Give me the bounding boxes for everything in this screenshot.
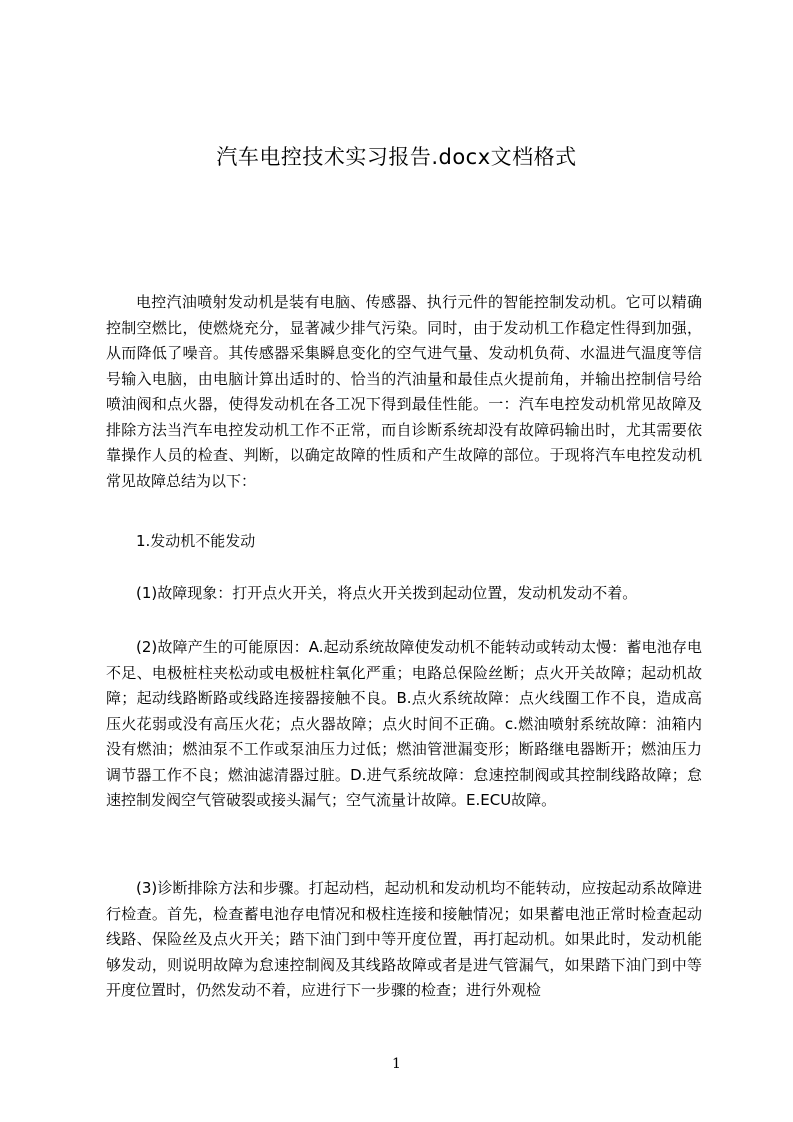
document-title: 汽车电控技术实习报告.docx文档格式	[216, 145, 577, 169]
paragraph-intro: 电控汽油喷射发动机是装有电脑、传感器、执行元件的智能控制发动机。它可以精确控制空燃比，使燃烧充分，显著减少排气污染。同时，由于发动机工作稳定性得到加强，从而降低了噪音。其传感器采集瞬息变化的空气进气量、发动机负荷、水温进气温度等信号输入电脑，由电脑计算出适时的、恰当的汽油量和最佳点火提前角，并输出控制信号给喷油阀和点火器，使得发动机在各工况下得到最佳性能。一：汽车电控发动机常见故障及排除方法当汽车电控发动机工作不正常，而自诊断系统却没有故障码输出时，尤其需要依靠操作人员的检查、判断，以确定故障的性质和产生故障的部位。于现将汽车电控发动机常见故障总结为以下：	[106, 293, 702, 490]
section-heading-engine-no-start: 1.发动机不能发动	[136, 532, 256, 550]
paragraph-diagnosis-steps: (3)诊断排除方法和步骤。打起动档，起动机和发动机均不能转动，应按起动系故障进行检查。首先，检查蓄电池存电情况和极柱连接和接触情况；如果蓄电池正常时检查起动线路、保险丝及点火开关；踏下油门到中等开度位置，再打起动机。如果此时，发动机能够发动，则说明故障为怠速控制阀及其线路故障或者是进气管漏气，如果踏下油门到中等开度位置时，仍然发动不着，应进行下一步骤的检查；进行外观检	[106, 879, 702, 999]
paragraph-fault-symptom: (1)故障现象：打开点火开关，将点火开关拨到起动位置，发动机发动不着。	[136, 584, 638, 602]
page-number: 1	[392, 1056, 401, 1072]
paragraph-possible-causes: (2)故障产生的可能原因：A.起动系统故障使发动机不能转动或转动太慢：蓄电池存电不足、电极桩柱夹松动或电极桩柱氧化严重；电路总保险丝断；点火开关故障；起动机故障；起动线路断路或线路连接器接触不良。B.点火系统故障：点火线圈工作不良，造成高压火花弱或没有高压火花；点火器故障；点火时间不正确。c.燃油喷射系统故障：油箱内没有燃油；燃油泵不工作或泵油压力过低；燃油管泄漏变形；断路继电器断开；燃油压力调节器工作不良；燃油滤清器过脏。D.进气系统故障：怠速控制阀或其控制线路故障；怠速控制发阀空气管破裂或接头漏气；空气流量计故障。E.ECU故障。	[106, 638, 702, 809]
